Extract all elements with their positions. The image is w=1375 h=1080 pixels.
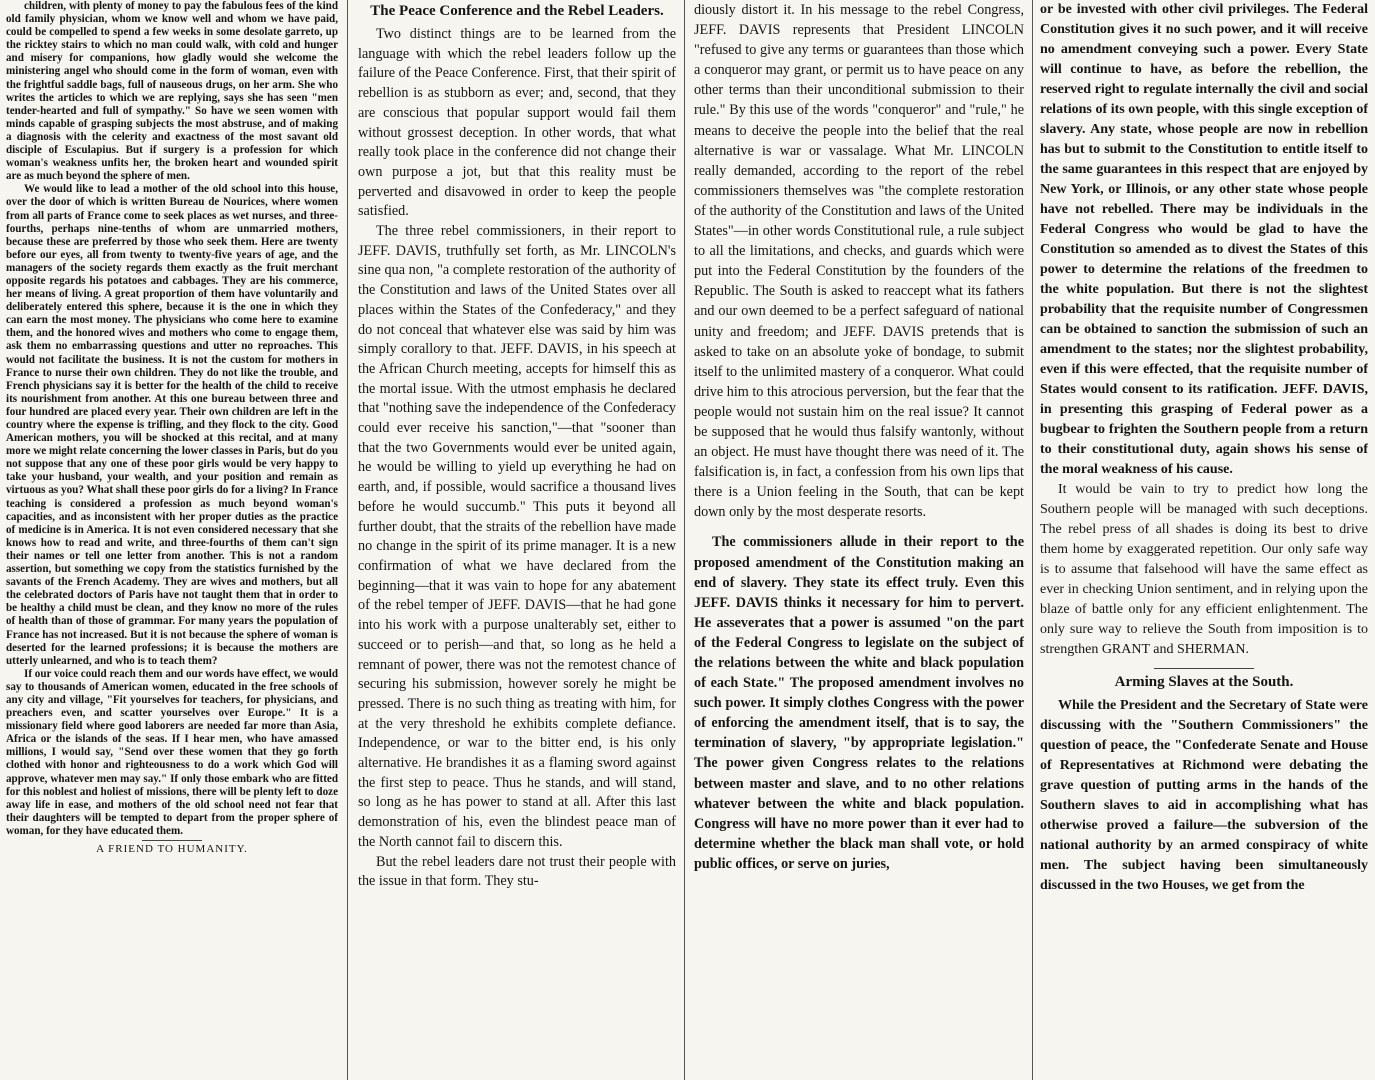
column-2 (358, 0, 676, 1080)
column-rule (684, 0, 685, 1080)
column-1 (6, 0, 338, 1080)
col4-paragraph: It would be vain to try to predict how long the Southern people will be managed with such deceptions. The rebel press of all shades is doing its best to drive them home by exaggerated repetition. Our only safe way is to assume that falsehood will have the same effect as ever in checking Union sentiment, and in relying upon the blaze of battle only for any efficient enlightenment. The only sure way to relieve the South from imposition is to strengthen GRANT and SHERMAN. (1040, 482, 1368, 657)
col3-paragraph: The commissioners allude in their report to the proposed amendment of the Constitution making an end of slavery. They state its effect truly. Even this JEFF. DAVIS thinks it necessary for him to pervert. He asseverates that a power is assumed "on the part of the Federal Congress to legislate on the subject of the relations between the white and black population of each State." The proposed amendment involves no such power. It simply clothes Congress with the power of enforcing the amendment itself, that is to say, the termination of slavery, "by appropriate legislation." The power given Congress relates to the relations between master and slave, and to no other relations whatever between the white and black population. Congress will have no more power than it ever had to determine whether the black man shall vote, or hold public offices, or serve on juries, (694, 534, 1024, 872)
article-title: The Peace Conference and the Rebel Leaders. (370, 3, 664, 19)
column-4 (1040, 0, 1368, 1080)
signature: A FRIEND TO HUMANITY. (96, 843, 248, 855)
divider (1154, 668, 1254, 669)
column-rule (1032, 0, 1033, 1080)
col1-paragraph: If our voice could reach them and our words have effect, we would say to thousands of American women, educated in the free schools of any city and village, "Fit yourselves for teachers, for physicians, and preachers even, and scatter yourselves over Europe." It is a missionary field where good laborers are needed far more than Asia, Africa or the islands of the seas. If I hear men, who have amassed millions, I would say, "Send over these women that they go forth clothed with honor and righteousness to do a work which God will approve, whatever men may say." If only those embark who are fitted for this noblest and holiest of missions, there will be plenty left to doze away life in ease, and mothers of the old school need not fear that their daughters will be tempted to depart from the proper sphere of woman, for they have educated them. (6, 667, 338, 837)
col2-paragraph: The three rebel commissioners, in their report to JEFF. DAVIS, truthfully set forth, as Mr. LINCOLN's sine qua non, "a complete restoration of the authority of the Constitution and laws of the United States over all places within the States of the Confederacy," and they do not conceal that whatever else was said by him was simply corallory to that. JEFF. DAVIS, in his speech at the African Church meeting, accepts for himself this as the mortal issue. With the utmost emphasis he declared that "nothing save the independence of the Confederacy could ever receive his sanction,"—that "sooner than that the two Governments would ever be united again, he would be willing to yield up everything he had on earth, and, if possible, would sacrifice a thousand lives before he would succumb." This puts it beyond all further doubt, that the straits of the rebellion have made no change in the spirit of its prime manager. It is a new confirmation of what we have declared from the beginning—that it was vain to hope for any abatement of the rebel temper of JEFF. DAVIS—that he had gone into his work with a purpose unalterably set, either to succeed or to perish—and that, so long as he held a remnant of power, there was not the remotest chance of securing his submission, however sorely he might be pressed. There is no such thing as treating with him, for at the very threshold he exhibits complete defiance. Independence, or war to the bitter end, is his only alternative. He brandishes it as a flaming sword against the first step to peace. Thus he stands, and will stand, so long as he has power to stand at all. After this last demonstration of his, even the blindest peace man of the North cannot fail to discern this. (358, 223, 676, 850)
col2-paragraph: But the rebel leaders dare not trust their people with the issue in that form. They stu- (358, 853, 676, 890)
col4-paragraph: or be invested with other civil privileges. The Federal Constitution gives it no such power, and it will receive no amendment conveying such a power. Every State will continue to have, as before the rebellion, the reserved right to regulate internally the civil and social relations of its own people, with this single exception of slavery. Any state, whose people are now in rebellion has but to submit to the Constitution to entitle itself to the same guarantees in this respect that are enjoyed by New York, or Illinois, or any other state whose people have not rebelled. There may be individuals in the Federal Congress who would be glad to have the Constitution so amended as to divest the States of this power to determine the relations of the freedmen to the white population. But there is not the slightest probability that the requisite number of Congressmen can be obtained to sanction the submission of such an amendment to the states; nor the slightest probability, even if this were effected, that the requisite number of States would consent to its ratification. JEFF. DAVIS, in presenting this grasping of Federal power as a bugbear to frighten the Southern people from a return to their constitutional duty, again shows his sense of the moral weakness of his cause. (1040, 2, 1368, 477)
column-rule (347, 0, 348, 1080)
col4-paragraph: While the President and the Secretary of State were discussing with the "Southern Commissioners" the question of peace, the "Confederate Senate and House of Representatives at Richmond were debating the grave question of putting arms in the hands of the Southern slaves to aid in accomplishing what has otherwise proved a failure—the subversion of the national authority by an armed conspiracy of white men. The subject having been simultaneously discussed in the two Houses, we get from the (1040, 698, 1368, 893)
col3-paragraph: diously distort it. In his message to the rebel Congress, JEFF. DAVIS represents that President LINCOLN "refused to give any terms or guarantees than those which a conqueror may grant, or permit us to have peace on any other terms than their unconditional submission to their rule." By this use of the words "conqueror" and "rule," he means to deceive the people into the belief that the real alternative is war or vassalage. What Mr. LINCOLN really demanded, according to the report of the rebel commissioners themselves was "the complete restoration of the authority of the Constitution and laws of the United States"—in other words Constitutional rule, a rule subject to all the limitations, and checks, and guards which were put into the Federal Constitution by the founders of the Republic. The South is asked to reaccept what its fathers and our own deemed to be a perfect safeguard of national unity and freedom; and JEFF. DAVIS pretends that is asked to take on an absolute yoke of bondage, to submit itself to the unlimited mastery of a conqueror. What could drive him to this atrocious perversion, but the fear that the people would not sustain him on the real issue? It cannot be supposed that he would thus falsify wantonly, without an object. He must have thought there was need of it. The falsification is, in fact, a confession from his own lips that there is a Union feeling in the South, that can be kept down only by the most desperate resorts. (694, 2, 1024, 521)
col1-paragraph: children, with plenty of money to pay the fabulous fees of the kind old family physician, whom we know well and whom we have paid, could be compelled to spend a few weeks in some desolate garreto, up the ricktey stairs to which no man could walk, with cold and hunger and misery for companions, how gladly would she welcome the ministering angel who should come in the form of woman, even with the frightful saddle bags, full of nauseous drugs, on her arm. She who writes the articles to which we are replying, says she has seen "men tender-hearted and full of sympathy." So have we seen women with minds capable of grasping subjects the most abstruse, and of making a diagnosis with the celerity and exactness of the most savant old disciple of Esculapius. But if surgery is a profession for which woman's weakness unfits her, the broken heart and wounded spirit are as much beyond the sphere of men. (6, 0, 338, 183)
col2-paragraph: Two distinct things are to be learned from the language with which the rebel leaders follow up the failure of the Peace Conference. First, that their spirit of rebellion is as stubborn as ever; and, second, that they are conscious that popular support would fail them without grossest deception. In other words, that what really took place in the conference did not change their own purpose a jot, but that this reality must be perverted and disavowed in order to keep the people satisfied. (358, 26, 676, 220)
article-title: Arming Slaves at the South. (1114, 674, 1294, 690)
col1-paragraph: We would like to lead a mother of the old school into this house, over the door of which is written Bureau de Nourices, where women from all parts of France come to seek places as wet nurses, and three-fourths, perhaps nine-tenths of whom are unmarried mothers, because these are preferred by those who seek them. Here are twenty before our eyes, all from twenty to twenty-five years of age, and the managers of the society regards them exactly as the fruit merchant opposite regards his potatoes and cabbages. They are his commerce, her means of living. A great proportion of them have voluntarily and deliberately entered this sphere, because it is the one in which they can earn the most money. The physicians who come here to examine them, and the honored wives and mothers who come to engage them, ask them no embarrassing questions and utter no reproaches. This would not facilitate the business. It is not the custom for mothers in France to nurse their own children. They do not like the trouble, and French physicians say it is better for the health of the child to receive its nourishment from another. At this one bureau between three and four hundred are placed every year. Their own children are left in the country where the expense is trifling, and they flock to the city. Good American mothers, you will be shocked at this recital, and at many more we might relate concerning the lower classes in Paris, but do you not suppose that any one of these poor girls would be very happy to take your husband, your wealth, and your position and remain as virtuous as you? What shall these poor girls do for a living? In France teaching is considered a profession as much beyond woman's capacities, and as inconsistent with her proper duties as the practice of medicine is in America. It is not even considered necessary that she knows how to read and write, and three-fourths of them can't sign their names or tell one letter from another. This is not a random assertion, but something we copy from the statistics furnished by the savants of the French Academy. They are wives and mothers, but all the celebrated doctors of Paris have not taught them that in order to be healthy a child must be clean, and they know no more of the rules of health than of those of grammar. For many years the population of France has not increased. But it is not because the sphere of woman is deserted for the learned professions; it is because the mothers are utterly unlearned, and who is to teach them? (6, 183, 338, 667)
divider (142, 840, 202, 841)
column-3 (694, 0, 1024, 1080)
